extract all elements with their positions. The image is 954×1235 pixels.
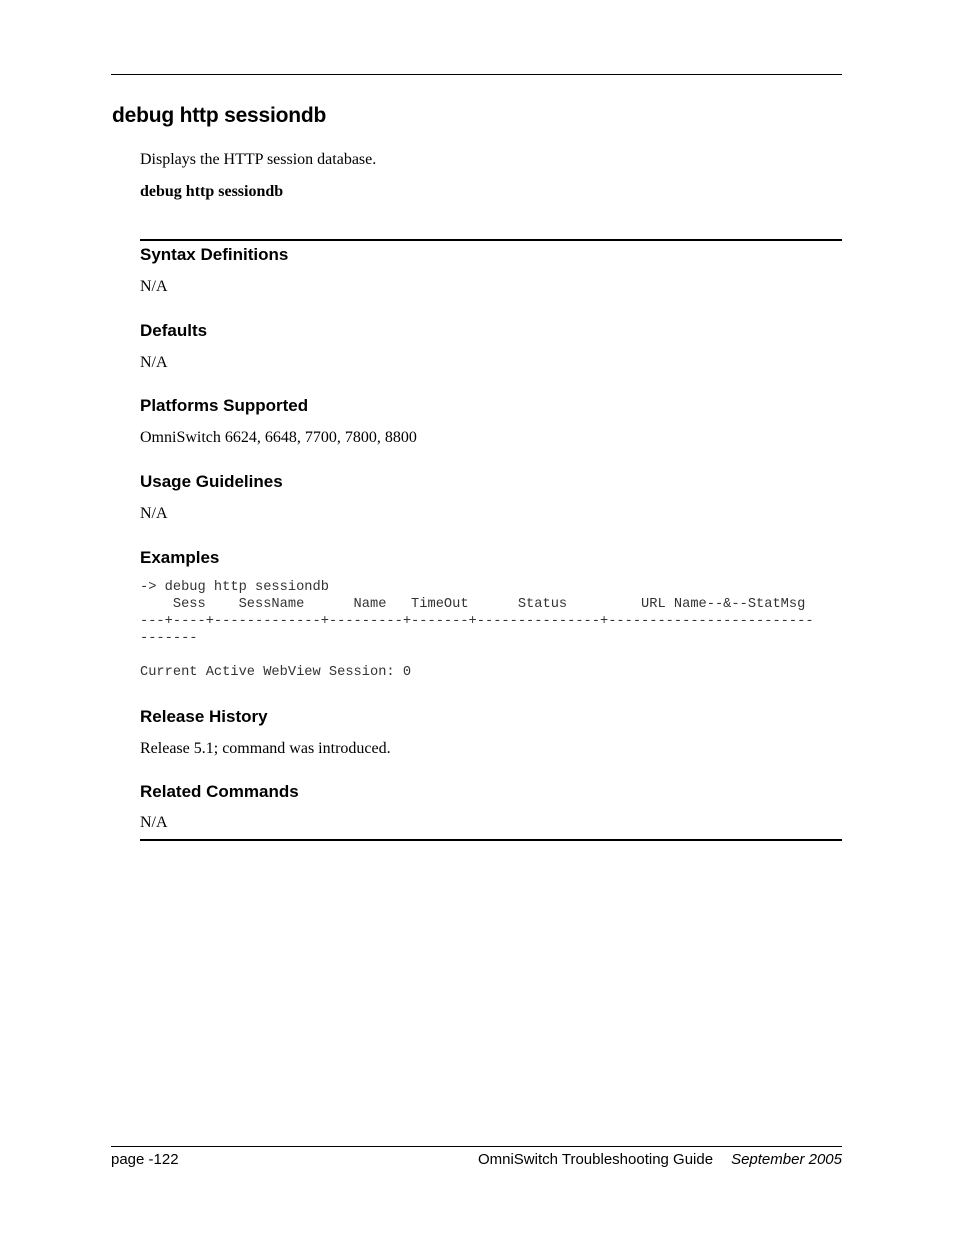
guide-title: OmniSwitch Troubleshooting Guide [477, 1151, 714, 1168]
platforms-supported-heading: Platforms Supported [140, 396, 309, 415]
section-rule-top [140, 239, 842, 241]
examples-heading: Examples [140, 548, 220, 567]
footer-rule [111, 1146, 842, 1147]
defaults-text: N/A [140, 354, 168, 371]
command-syntax: debug http sessiondb [140, 183, 284, 200]
syntax-definitions-text: N/A [140, 278, 168, 295]
usage-guidelines-heading: Usage Guidelines [140, 472, 283, 491]
code-line: Sess SessName Name TimeOut Status URL Name--&--StatMsg [140, 597, 806, 612]
code-line: -> debug http sessiondb [140, 580, 329, 595]
platforms-supported-text: OmniSwitch 6624, 6648, 7700, 7800, 8800 [140, 429, 417, 446]
command-description: Displays the HTTP session database. [140, 151, 377, 168]
related-commands-text: N/A [140, 814, 168, 831]
release-history-heading: Release History [140, 707, 268, 726]
code-line: ---+----+-------------+---------+-------+---------------+------------------------- [140, 614, 814, 629]
page-title: debug http sessiondb [112, 104, 327, 127]
page-number: page -122 [111, 1151, 179, 1168]
example-code-block [140, 579, 814, 681]
code-line: ------- [140, 631, 198, 646]
usage-guidelines-text: N/A [140, 505, 168, 522]
header-rule [111, 74, 842, 75]
release-history-text: Release 5.1; command was introduced. [140, 740, 391, 757]
publication-date: September 2005 [731, 1151, 842, 1168]
code-line: Current Active WebView Session: 0 [140, 665, 412, 680]
syntax-definitions-heading: Syntax Definitions [140, 245, 289, 264]
section-rule-bottom [140, 839, 842, 841]
footer-info [478, 1151, 842, 1168]
defaults-heading: Defaults [140, 321, 208, 340]
related-commands-heading: Related Commands [140, 782, 299, 801]
